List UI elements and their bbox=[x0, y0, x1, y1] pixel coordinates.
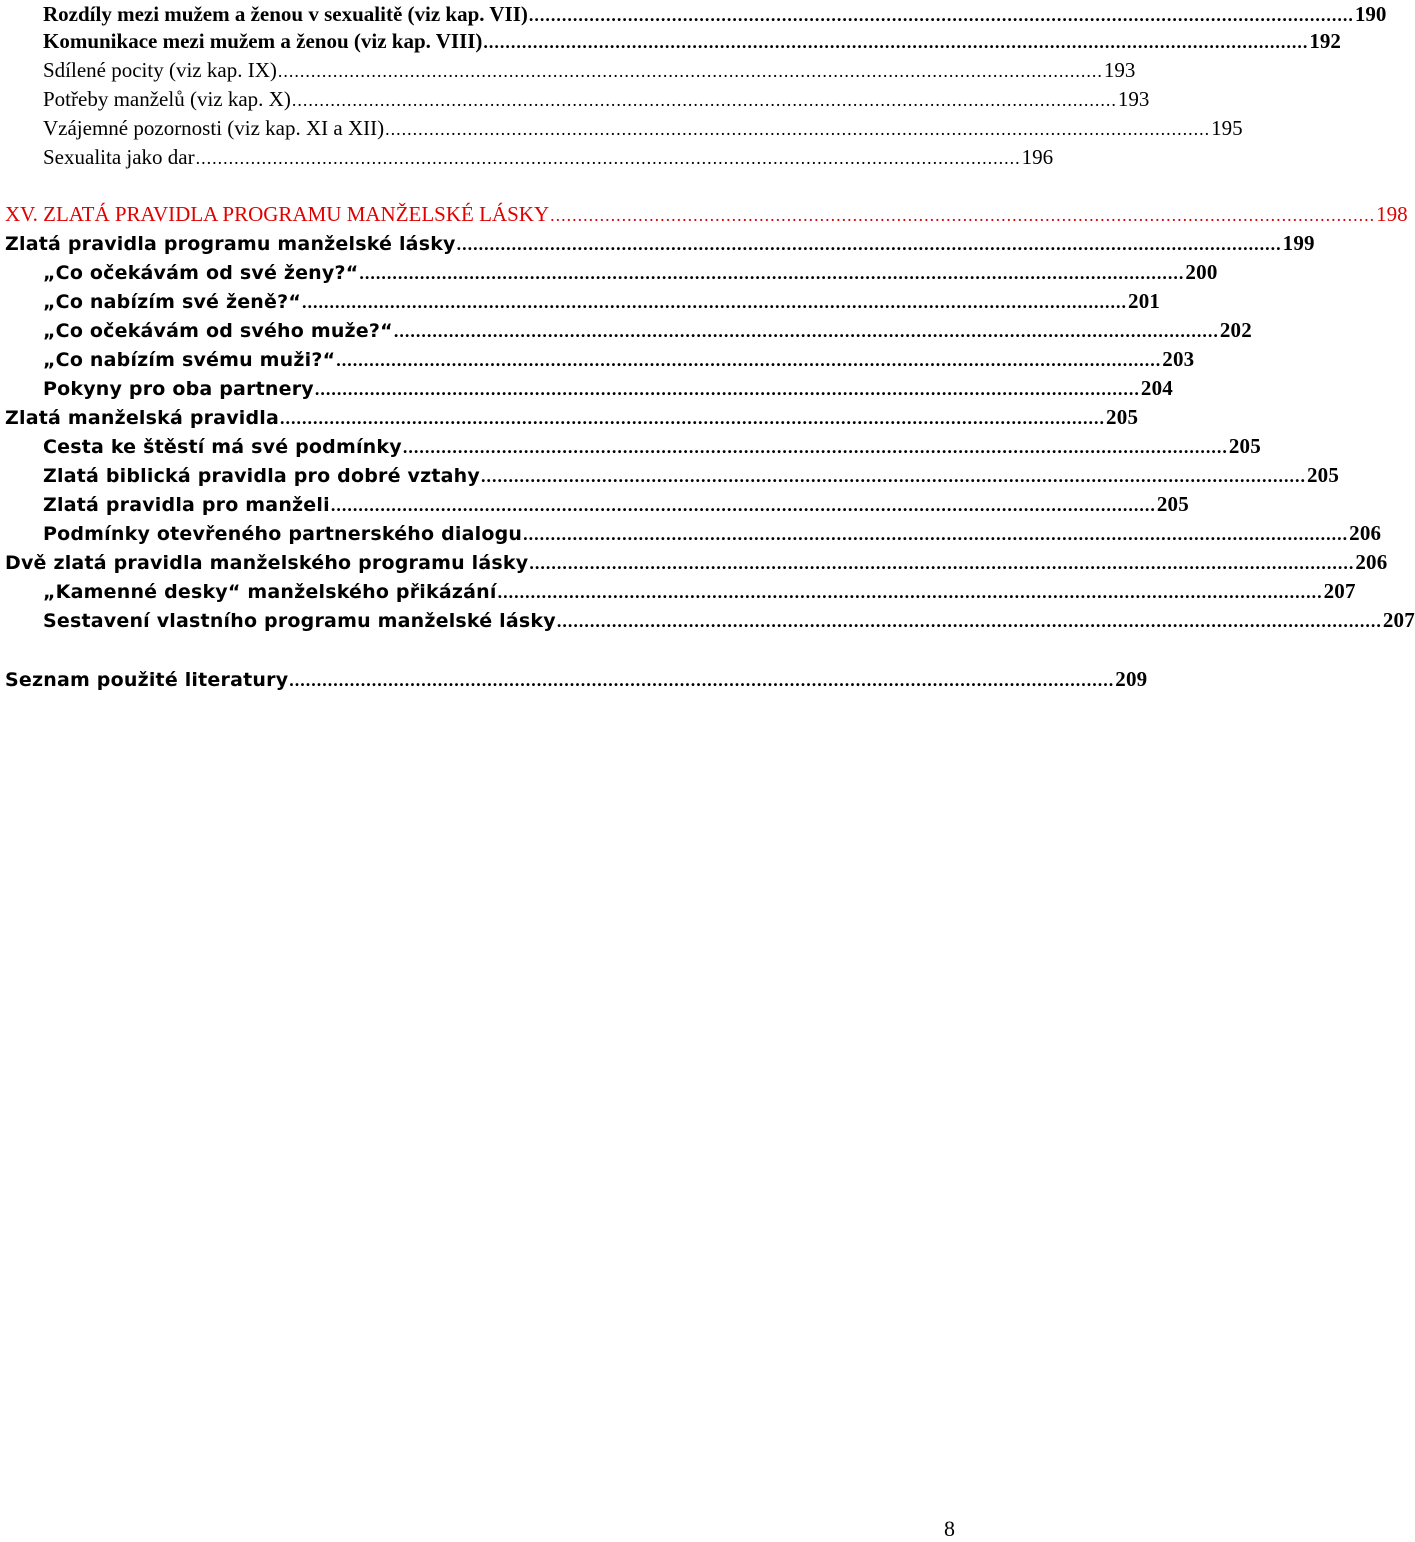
toc-entry-page: 196 bbox=[1021, 145, 1054, 169]
toc-entry-title: Cesta ke štěstí má své podmínky bbox=[43, 436, 402, 458]
toc-entry-page: 201 bbox=[1128, 289, 1161, 313]
toc-entry[interactable] bbox=[5, 229, 1315, 258]
toc-entry-page: 198 bbox=[1376, 202, 1408, 226]
dot-leader: ...................................................................................................................................................... bbox=[277, 61, 1103, 81]
toc-entry[interactable] bbox=[43, 606, 1415, 635]
dot-leader: ...................................................................................................................................................... bbox=[291, 90, 1117, 110]
dot-leader: ...................................................................................................................................................... bbox=[393, 321, 1219, 341]
toc-entry-title: „Co očekávám od svého muže?“ bbox=[43, 320, 393, 342]
toc-entry[interactable] bbox=[43, 345, 1195, 374]
toc-chapter-heading[interactable] bbox=[5, 200, 1408, 229]
toc-entry-page: 203 bbox=[1162, 347, 1195, 371]
toc-entry-title: „Co nabízím své ženě?“ bbox=[43, 291, 302, 313]
toc-entry-page: 195 bbox=[1211, 116, 1243, 140]
dot-leader: ...................................................................................................................................................... bbox=[330, 495, 1156, 515]
toc-entry[interactable] bbox=[43, 577, 1356, 606]
toc-entry-page: 204 bbox=[1140, 376, 1174, 400]
toc-entry[interactable] bbox=[43, 56, 1136, 85]
dot-leader: ...................................................................................................................................................... bbox=[528, 5, 1354, 25]
dot-leader: ...................................................................................................................................................... bbox=[550, 205, 1376, 225]
toc-entry-page: 193 bbox=[1117, 87, 1150, 111]
toc-entry-title: Sestavení vlastního programu manželské lásky bbox=[43, 610, 556, 632]
dot-leader: ...................................................................................................................................................... bbox=[195, 148, 1021, 168]
toc-entry-page: 206 bbox=[1349, 521, 1382, 545]
toc-entry-title: Dvě zlatá pravidla manželského programu lásky bbox=[5, 552, 529, 574]
toc-entry-page: 205 bbox=[1106, 405, 1139, 429]
dot-leader: ...................................................................................................................................................... bbox=[529, 553, 1355, 573]
toc-entry-page: 202 bbox=[1219, 318, 1252, 342]
toc-entry[interactable] bbox=[43, 432, 1261, 461]
dot-leader: ...................................................................................................................................................... bbox=[402, 437, 1228, 457]
toc-entry[interactable] bbox=[43, 374, 1174, 403]
dot-leader: ...................................................................................................................................................... bbox=[456, 234, 1282, 254]
toc-entry-page: 200 bbox=[1185, 260, 1218, 284]
toc-entry-title: Podmínky otevřeného partnerského dialogu bbox=[43, 523, 523, 545]
dot-leader: ...................................................................................................................................................... bbox=[556, 611, 1382, 631]
dot-leader: ...................................................................................................................................................... bbox=[302, 292, 1128, 312]
toc-entry-page: 199 bbox=[1282, 231, 1315, 255]
toc-entry-title: „Co nabízím svému muži?“ bbox=[43, 349, 336, 371]
dot-leader: ...................................................................................................................................................... bbox=[289, 670, 1115, 690]
toc-entry-title: XV. ZLATÁ PRAVIDLA PROGRAMU MANŽELSKÉ LÁSKY bbox=[5, 202, 550, 226]
toc-entry-title: Zlatá pravidla pro manželi bbox=[43, 494, 330, 516]
toc-entry-page: 207 bbox=[1323, 579, 1356, 603]
toc-entry[interactable] bbox=[43, 316, 1252, 345]
toc-entry-title: „Kamenné desky“ manželského přikázání bbox=[43, 581, 497, 603]
toc-entry-page: 205 bbox=[1156, 492, 1189, 516]
page-number: 8 bbox=[944, 1516, 955, 1541]
toc-entry-page: 193 bbox=[1103, 58, 1136, 82]
toc-entry[interactable] bbox=[5, 548, 1388, 577]
toc-entry-title: Pokyny pro oba partnery bbox=[43, 378, 314, 400]
dot-leader: ...................................................................................................................................................... bbox=[336, 350, 1162, 370]
toc-entry-title: Zlatá biblická pravidla pro dobré vztahy bbox=[43, 465, 480, 487]
toc-entry[interactable] bbox=[43, 490, 1189, 519]
toc-entry[interactable] bbox=[43, 461, 1340, 490]
toc-entry[interactable] bbox=[43, 287, 1161, 316]
toc-entry-title: Komunikace mezi mužem a ženou (viz kap. VIII) bbox=[43, 29, 483, 53]
toc-entry[interactable] bbox=[43, 114, 1243, 143]
toc-entry-page: 207 bbox=[1382, 608, 1415, 632]
dot-leader: ...................................................................................................................................................... bbox=[523, 524, 1349, 544]
toc-entry[interactable] bbox=[43, 258, 1218, 287]
toc-entry-title: Rozdíly mezi mužem a ženou v sexualitě (viz kap. VII) bbox=[43, 2, 528, 26]
toc-entry[interactable] bbox=[43, 143, 1054, 172]
dot-leader: ...................................................................................................................................................... bbox=[280, 408, 1106, 428]
toc-entry[interactable] bbox=[43, 27, 1341, 56]
toc-entry[interactable] bbox=[5, 665, 1148, 694]
toc-entry-page: 190 bbox=[1354, 2, 1387, 26]
toc-entry[interactable] bbox=[43, 0, 1387, 29]
dot-leader: ...................................................................................................................................................... bbox=[497, 582, 1323, 602]
toc-entry-page: 205 bbox=[1306, 463, 1340, 487]
toc-entry-title: Zlatá pravidla programu manželské lásky bbox=[5, 233, 456, 255]
toc-entry-title: Potřeby manželů (viz kap. X) bbox=[43, 87, 291, 111]
toc-entry[interactable] bbox=[5, 403, 1139, 432]
dot-leader: ...................................................................................................................................................... bbox=[385, 119, 1211, 139]
toc-entry-title: Zlatá manželská pravidla bbox=[5, 407, 280, 429]
dot-leader: ...................................................................................................................................................... bbox=[314, 379, 1140, 399]
toc-entry-page: 209 bbox=[1115, 667, 1148, 691]
toc-entry[interactable] bbox=[43, 85, 1150, 114]
toc-entry-title: Sdílené pocity (viz kap. IX) bbox=[43, 58, 277, 82]
toc-entry-page: 205 bbox=[1228, 434, 1261, 458]
toc-entry-title: Seznam použité literatury bbox=[5, 669, 289, 691]
toc-entry[interactable] bbox=[43, 519, 1382, 548]
toc-entry-title: „Co očekávám od své ženy?“ bbox=[43, 262, 359, 284]
dot-leader: ...................................................................................................................................................... bbox=[359, 263, 1185, 283]
toc-entry-title: Sexualita jako dar bbox=[43, 145, 195, 169]
dot-leader: ...................................................................................................................................................... bbox=[480, 466, 1306, 486]
toc-entry-title: Vzájemné pozornosti (viz kap. XI a XII) bbox=[43, 116, 385, 140]
toc-entry-page: 206 bbox=[1355, 550, 1388, 574]
dot-leader: ...................................................................................................................................................... bbox=[483, 32, 1309, 52]
toc-entry-page: 192 bbox=[1309, 29, 1341, 53]
